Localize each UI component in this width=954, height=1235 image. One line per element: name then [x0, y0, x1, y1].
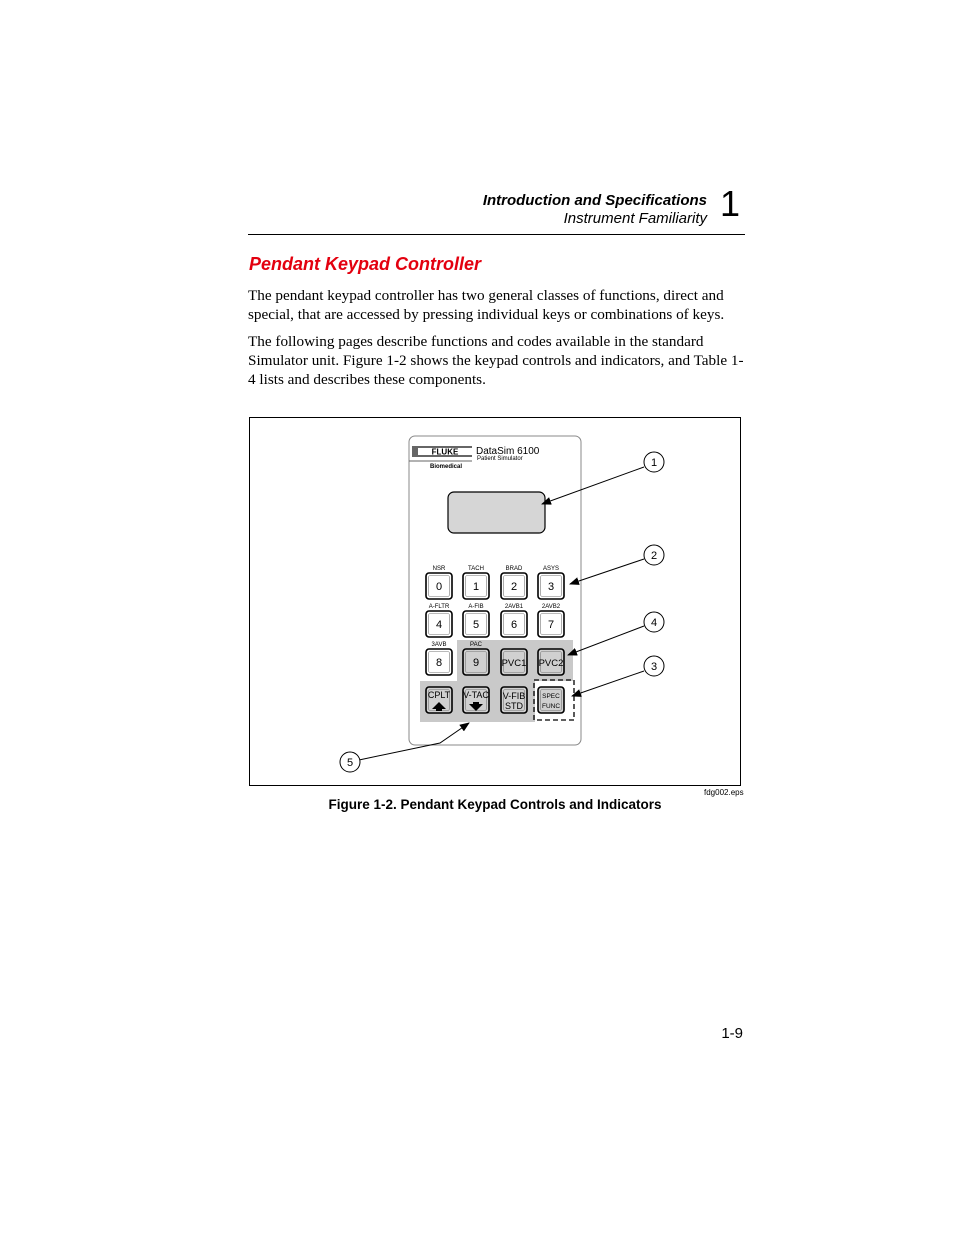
key-label: 8	[435, 657, 443, 669]
key-label: CPLT	[427, 690, 451, 700]
key-function-label: TACH	[468, 566, 484, 572]
callout-2	[644, 545, 664, 565]
key-function-label: 3AVB	[431, 642, 447, 648]
body-paragraph-2: The following pages describe functions and codes available in the standard Simulator unit. Figure 1-2 shows the keypad controls and indicators, and Table 1-4 lists and describes these components.	[248, 333, 744, 388]
key-pvc1[interactable]	[501, 649, 527, 675]
key-label: SPEC	[542, 693, 560, 700]
figure-frame	[249, 417, 741, 786]
key-label: 1	[472, 581, 480, 593]
key-function-label: PAC	[470, 642, 482, 648]
section-heading: Pendant Keypad Controller	[249, 254, 482, 274]
callout-4	[644, 612, 664, 632]
key-label: V-FIB	[502, 691, 526, 701]
key-6[interactable]	[501, 604, 527, 637]
key-4[interactable]	[426, 604, 452, 637]
svg-text:5: 5	[346, 757, 354, 769]
body-paragraph-1: The pendant keypad controller has two general classes of functions, direct and special, that are accessed by pressing individual keys or combinations of keys.	[248, 287, 725, 323]
page-number: 1-9	[721, 1025, 743, 1042]
key-label-2: STD	[505, 701, 523, 711]
key-function-label: ASYS	[542, 566, 560, 572]
header-rule	[248, 234, 745, 235]
key-pvc2[interactable]	[538, 649, 564, 675]
key-label: 3	[547, 581, 555, 593]
section-running-title: Instrument Familiarity	[563, 210, 707, 227]
key-label: PVC2	[538, 658, 564, 669]
model-subtitle: Patient Simulator	[477, 456, 523, 462]
lcd-display	[448, 492, 545, 533]
key-function-label: 2AVB1	[504, 604, 524, 610]
key-label: V-TAC	[463, 690, 489, 700]
sub-brand-text: Biomedical	[430, 464, 463, 470]
key-label: 9	[472, 657, 480, 669]
callout-5	[340, 752, 360, 772]
keypad-diagram	[250, 418, 740, 785]
callout-1	[644, 452, 664, 472]
svg-text:2: 2	[650, 550, 658, 562]
arrow-3	[572, 671, 644, 696]
key-label: 4	[435, 619, 443, 631]
figure-caption: Figure 1-2. Pendant Keypad Controls and Indicators	[328, 797, 662, 812]
callout-3	[644, 656, 664, 676]
key-label-2: FUNC	[541, 703, 561, 710]
key-label: 0	[435, 581, 443, 593]
key-cplt[interactable]	[426, 687, 452, 713]
model-name: DataSim 6100	[476, 446, 540, 457]
key-function-label: NSR	[432, 566, 446, 572]
key-label: 7	[547, 619, 555, 631]
chapter-title: Introduction and Specifications	[482, 192, 707, 209]
brand-text: FLUKE	[431, 447, 459, 457]
key-7[interactable]	[538, 604, 564, 637]
chapter-number: 1	[720, 183, 741, 224]
key-label: PVC1	[501, 658, 527, 669]
key-label: 5	[472, 619, 480, 631]
key-function-label: 2AVB2	[541, 604, 561, 610]
svg-text:3: 3	[650, 661, 658, 673]
figure-file-name: fdg002.eps	[704, 788, 744, 797]
key-v-fib-std[interactable]	[501, 687, 527, 713]
key-function-label: BRAD	[505, 566, 523, 572]
key-label: 2	[510, 581, 518, 593]
key-function-label: A-FIB	[468, 604, 484, 610]
key-function-label: A-FLTR	[428, 604, 450, 610]
svg-text:1: 1	[650, 457, 658, 469]
key-v-tac[interactable]	[463, 687, 489, 713]
key-spec-func[interactable]	[538, 687, 564, 713]
key-label: 6	[510, 619, 518, 631]
svg-text:4: 4	[650, 617, 658, 629]
